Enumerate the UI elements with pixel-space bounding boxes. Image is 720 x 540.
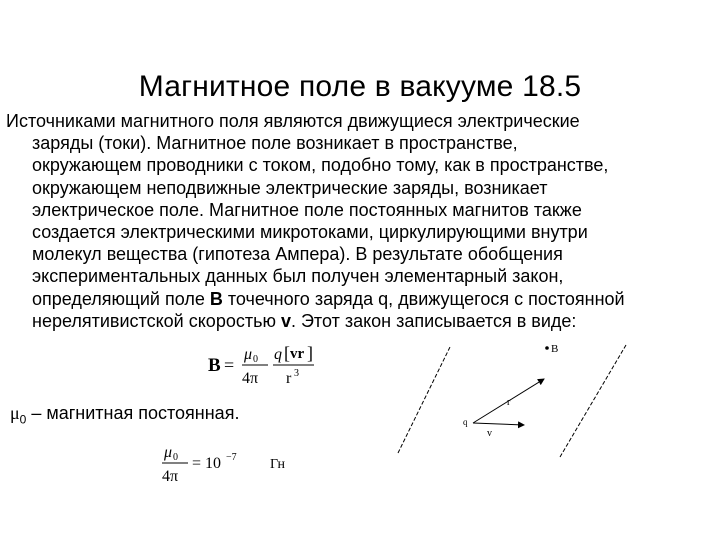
formula-r: r bbox=[286, 370, 292, 387]
mu-symbol: μ bbox=[10, 403, 20, 423]
line10-before: нерелятивистской скоростью bbox=[32, 310, 281, 331]
paragraph-line-9 bbox=[6, 288, 706, 310]
dashed-line-left bbox=[398, 347, 450, 453]
mu-note-text: – магнитная постоянная. bbox=[26, 403, 240, 423]
line9-before: определяющий поле bbox=[32, 288, 210, 309]
formula-equals: = bbox=[224, 355, 235, 375]
formula-q: q bbox=[274, 346, 282, 363]
paragraph-line-4: окружающем неподвижные электрические заряды, возникает bbox=[32, 177, 548, 198]
formula-mu: μ bbox=[244, 346, 253, 363]
line9-after: точечного заряда q, движущегося с постоянной bbox=[222, 288, 625, 309]
paragraph-line-6: создается электрическими микротоками, циркулирующими внутри bbox=[32, 222, 588, 243]
dashed-line-right bbox=[560, 345, 626, 457]
const-value: = 10 bbox=[192, 455, 222, 472]
formula-cube: 3 bbox=[294, 368, 299, 379]
label-q: q bbox=[463, 417, 468, 427]
bold-B: B bbox=[209, 288, 223, 309]
paragraph-line-3: окружающем проводники с током, подобно тому, как в пространстве, bbox=[32, 155, 609, 176]
paragraph-line-2: заряды (токи). Магнитное поле возникает в пространстве, bbox=[32, 133, 518, 154]
formula-bracket-close: ] bbox=[307, 343, 313, 363]
line10-after: . Этот закон записывается в виде: bbox=[290, 310, 577, 331]
label-r: r bbox=[507, 397, 511, 408]
label-B: B bbox=[551, 343, 559, 355]
formula-vr: vr bbox=[290, 346, 305, 362]
formula-lhs-B: B bbox=[208, 355, 221, 376]
const-unit: Гн bbox=[270, 457, 286, 472]
paragraph-line-10 bbox=[6, 310, 706, 332]
label-v: v bbox=[487, 428, 492, 439]
const-4pi: 4π bbox=[162, 468, 179, 485]
mu-note bbox=[10, 403, 239, 427]
slide-title: Магнитное поле в вакууме 18.5 bbox=[138, 70, 582, 103]
formula-bracket-open: [ bbox=[284, 343, 290, 363]
const-mu-sub: 0 bbox=[173, 452, 178, 463]
bold-v: v bbox=[280, 310, 291, 331]
body-paragraph bbox=[6, 110, 706, 332]
paragraph-line-8: экспериментальных данных был получен элементарный закон, bbox=[32, 266, 564, 287]
mu-subscript: 0 bbox=[19, 412, 27, 427]
point-B bbox=[545, 346, 549, 350]
paragraph-line-5: электрическое поле. Магнитное поле постоянных магнитов также bbox=[32, 199, 582, 220]
const-exponent: −7 bbox=[226, 452, 237, 463]
magnetic-constant-formula bbox=[160, 438, 310, 486]
const-mu: μ bbox=[164, 444, 173, 461]
paragraph-line-1: Источниками магнитного поля являются движущиеся электрические bbox=[6, 111, 580, 131]
formula-mu-sub: 0 bbox=[253, 354, 258, 365]
vector-diagram bbox=[390, 335, 640, 465]
formula-4pi: 4π bbox=[242, 370, 259, 387]
paragraph-line-7: молекул вещества (гипотеза Ампера). В результате обобщения bbox=[32, 244, 563, 265]
vector-v-arrow bbox=[473, 423, 524, 425]
biot-savart-formula bbox=[206, 340, 326, 388]
